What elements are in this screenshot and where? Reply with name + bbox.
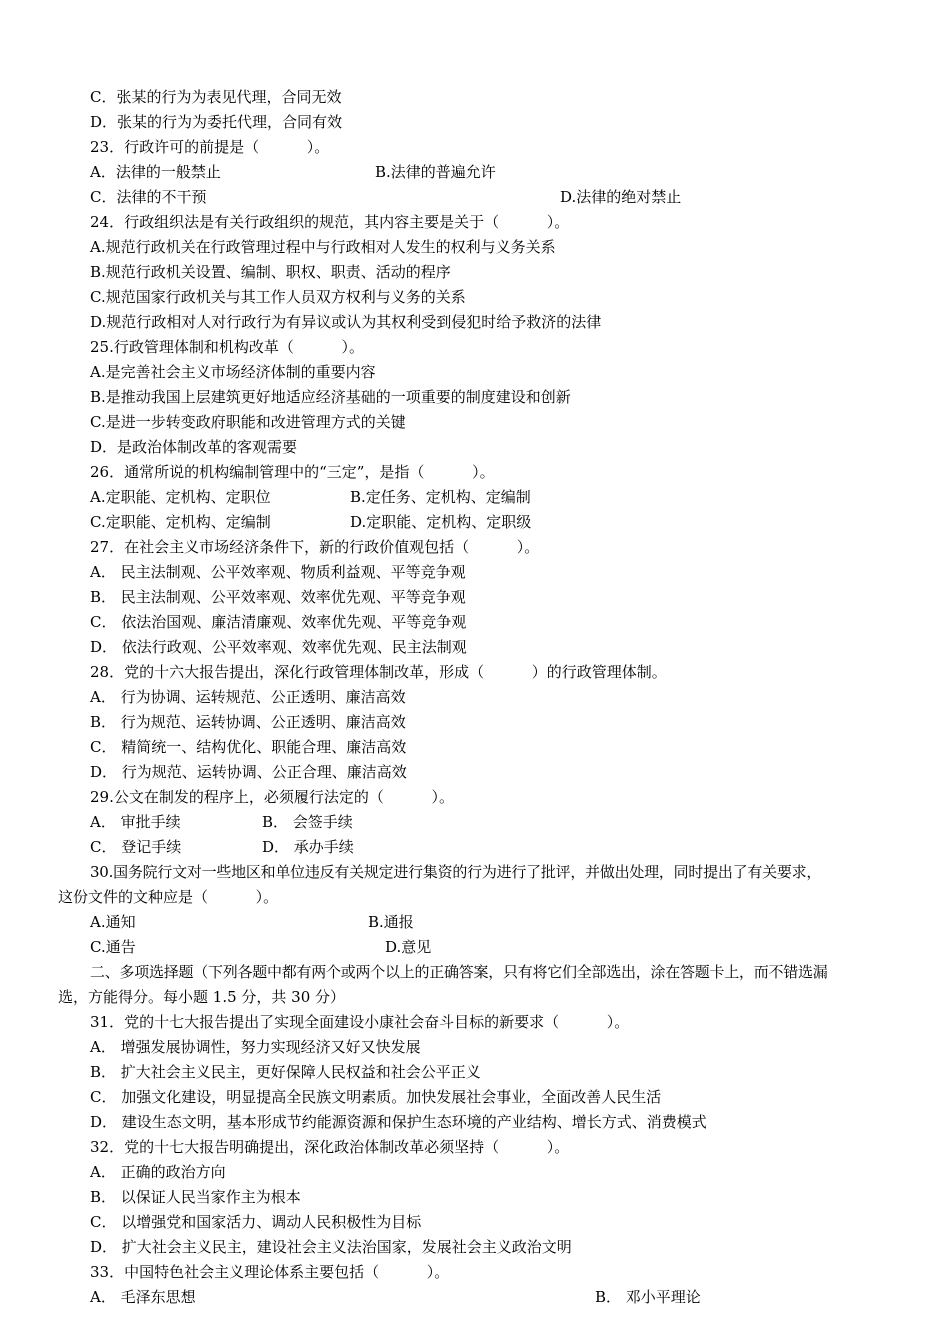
option-b: B.法律的普遍允许 [375, 163, 496, 181]
question-27: 27．在社会主义市场经济条件下，新的行政价值观包括（ ）。 [90, 538, 540, 556]
text-line: C．张某的行为为表见代理，合同无效 [90, 88, 342, 106]
option-d: D．是政治体制改革的客观需要 [90, 438, 298, 456]
question-24: 24．行政组织法是有关行政组织的规范，其内容主要是关于（ ）。 [90, 213, 570, 231]
option-c: C．法律的不干预 [90, 188, 207, 206]
option-d: D.法律的绝对禁止 [560, 188, 682, 206]
option-c: C.规范国家行政机关与其工作人员双方权利与义务的关系 [90, 288, 466, 306]
option-b: B.定任务、定机构、定编制 [350, 488, 531, 506]
question-31: 31．党的十七大报告提出了实现全面建设小康社会奋斗目标的新要求（ ）。 [90, 1013, 630, 1031]
option-a: A． 审批手续 [90, 813, 181, 831]
option-c: C． 精简统一、结构优化、职能合理、廉洁高效 [90, 738, 407, 756]
option-c: C． 加强文化建设，明显提高全民族文明素质。加快发展社会事业，全面改善人民生活 [90, 1088, 662, 1106]
option-c: C． 以增强党和国家活力、调动人民积极性为目标 [90, 1213, 422, 1231]
option-d: D． 建设生态文明，基本形成节约能源资源和保护生态环境的产业结构、增长方式、消费模式 [90, 1113, 707, 1131]
option-a: A.定职能、定机构、定职位 [90, 488, 271, 506]
option-a: A． 民主法制观、公平效率观、物质利益观、平等竞争观 [90, 563, 466, 581]
option-d: D． 行为规范、运转协调、公正合理、廉洁高效 [90, 763, 407, 781]
option-a: A.通知 [90, 913, 136, 931]
option-c: C.通告 [90, 938, 136, 956]
option-b: B.规范行政机关设置、编制、职权、职责、活动的程序 [90, 263, 451, 281]
option-c: C． 登记手续 [90, 838, 182, 856]
option-b: B． 行为规范、运转协调、公正透明、廉洁高效 [90, 713, 406, 731]
question-30: 30.国务院行文对一些地区和单位违反有关规定进行集资的行为进行了批评，并做出处理，同时提出了有关要求， [90, 863, 822, 881]
option-a: A.是完善社会主义市场经济体制的重要内容 [90, 363, 376, 381]
option-b: B． 邓小平理论 [595, 1288, 701, 1306]
question-25: 25.行政管理体制和机构改革（ ）。 [90, 338, 365, 356]
option-b: B． 扩大社会主义民主，更好保障人民权益和社会公平正义 [90, 1063, 481, 1081]
option-d: D.意见 [385, 938, 432, 956]
option-a: A． 毛泽东思想 [90, 1288, 196, 1306]
option-d: D． 扩大社会主义民主，建设社会主义法治国家，发展社会主义政治文明 [90, 1238, 572, 1256]
section-heading: 二、多项选择题（下列各题中都有两个或两个以上的正确答案，只有将它们全部选出，涂在答题卡上，而不错选漏 [90, 963, 828, 981]
question-23: 23．行政许可的前提是（ ）。 [90, 138, 330, 156]
question-28: 28．党的十六大报告提出，深化行政管理体制改革，形成（ ）的行政管理体制。 [90, 663, 667, 681]
option-a: A． 增强发展协调性，努力实现经济又好又快发展 [90, 1038, 421, 1056]
section-heading-continued: 选，方能得分。每小题 1.5 分，共 30 分） [58, 988, 346, 1006]
option-b: B.通报 [368, 913, 414, 931]
option-b: B． 以保证人民当家作主为根本 [90, 1188, 301, 1206]
option-c: C.定职能、定机构、定编制 [90, 513, 271, 531]
question-32: 32．党的十七大报告明确提出，深化政治体制改革必须坚持（ ）。 [90, 1138, 570, 1156]
option-a: A．法律的一般禁止 [90, 163, 221, 181]
option-d: D． 承办手续 [262, 838, 354, 856]
option-d: D． 依法行政观、公平效率观、效率优先观、民主法制观 [90, 638, 467, 656]
option-a: A． 行为协调、运转规范、公正透明、廉洁高效 [90, 688, 406, 706]
option-a: A.规范行政机关在行政管理过程中与行政相对人发生的权利与义务关系 [90, 238, 556, 256]
option-b: B． 会签手续 [262, 813, 353, 831]
question-30-continued: 这份文件的文种应是（ ）。 [58, 888, 279, 906]
option-a: A． 正确的政治方向 [90, 1163, 226, 1181]
question-26: 26．通常所说的机构编制管理中的“三定”，是指（ ）。 [90, 463, 495, 481]
option-d: D.规范行政相对人对行政行为有异议或认为其权利受到侵犯时给予救济的法律 [90, 313, 602, 331]
option-d: D.定职能、定机构、定职级 [350, 513, 532, 531]
option-c: C.是进一步转变政府职能和改进管理方式的关键 [90, 413, 406, 431]
question-29: 29.公文在制发的程序上，必须履行法定的（ ）。 [90, 788, 455, 806]
text-line: D．张某的行为为委托代理，合同有效 [90, 113, 343, 131]
option-b: B.是推动我国上层建筑更好地适应经济基础的一项重要的制度建设和创新 [90, 388, 571, 406]
option-b: B． 民主法制观、公平效率观、效率优先观、平等竞争观 [90, 588, 466, 606]
question-33: 33．中国特色社会主义理论体系主要包括（ ）。 [90, 1263, 450, 1281]
option-c: C． 依法治国观、廉洁清廉观、效率优先观、平等竞争观 [90, 613, 467, 631]
